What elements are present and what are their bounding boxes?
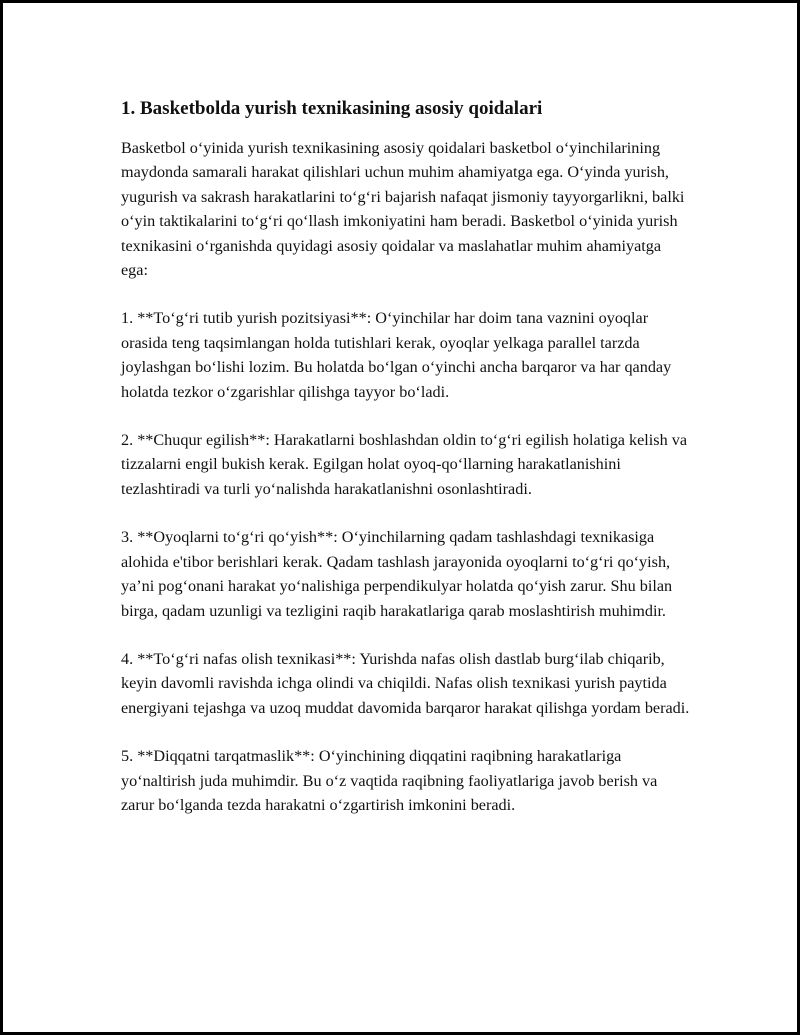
rule-2-paragraph: 2. **Chuqur egilish**: Harakatlarni boshlashdan oldin to‘g‘ri egilish holatiga kelish va tizzalarni engil bukish kerak. Egilgan holat oyoq-qo‘llarning harakatlanishini tezlashtiradi va turli yo‘nalishda harakatlanishni osonlashtiradi. (121, 431, 688, 498)
rule-4-paragraph: 4. **To‘g‘ri nafas olish texnikasi**: Yurishda nafas olish dastlab burg‘ilab chiqarib, keyin davomli ravishda ichga olindi va chiqildi. Nafas olish texnikasi yurish paytida energiyani tejashga va uzoq muddat davomida barqaror harakat qilishga yordam beradi. (121, 649, 690, 717)
intro-paragraph: Basketbol o‘yinida yurish texnikasining asosiy qoidalari basketbol o‘yinchilarining maydonda samarali harakat qilishlari uchun muhim ahamiyatga ega. O‘yinda yurish, yugurish va sakrash harakatlarini to‘g‘ri bajarish nafaqat jismoniy tayyorgarlikni, balki o‘yin taktikalarini to‘g‘ri qo‘llash imkoniyatini ham beradi. Basketbol o‘yinida yurish texnikasini o‘rganishda quyidagi asosiy qoidalar va maslahatlar muhim ahamiyatga ega: (121, 139, 685, 280)
rule-1-paragraph: 1. **To‘g‘ri tutib yurish pozitsiyasi**: O‘yinchilar har doim tana vaznini oyoqlar orasida teng taqsimlangan holda tutishlari kerak, oyoqlar yelkaga parallel tarzda joylashgan bo‘lishi lozim. Bu holatda bo‘lgan o‘yinchi ancha barqaror va har qanday holatda tezkor o‘zgarishlar qilishga tayyor bo‘ladi. (121, 309, 672, 401)
document-body (121, 96, 691, 841)
rule-3-paragraph: 3. **Oyoqlarni to‘g‘ri qo‘yish**: O‘yinchilarning qadam tashlashdagi texnikasiga alohida e'tibor berishlari kerak. Qadam tashlash jarayonida oyoqlarni to‘g‘ri qo‘yish, ya’ni pog‘onani harakat yo‘nalishiga perpendikulyar holatda qo‘yish zarur. Shu bilan birga, qadam uzunligi va tezligini raqib harakatlariga qarab moslashtirish muhimdir. (121, 528, 673, 620)
section-heading: 1. Basketbolda yurish texnikasining asosiy qoidalari (121, 98, 543, 119)
rule-5-paragraph: 5. **Diqqatni tarqatmaslik**: O‘yinchining diqqatini raqibning harakatlariga yo‘naltirish juda muhimdir. Bu o‘z vaqtida raqibning faoliyatlariga javob berish va zarur bo‘lganda tezda harakatni o‘zgartirish imkonini beradi. (121, 747, 658, 814)
